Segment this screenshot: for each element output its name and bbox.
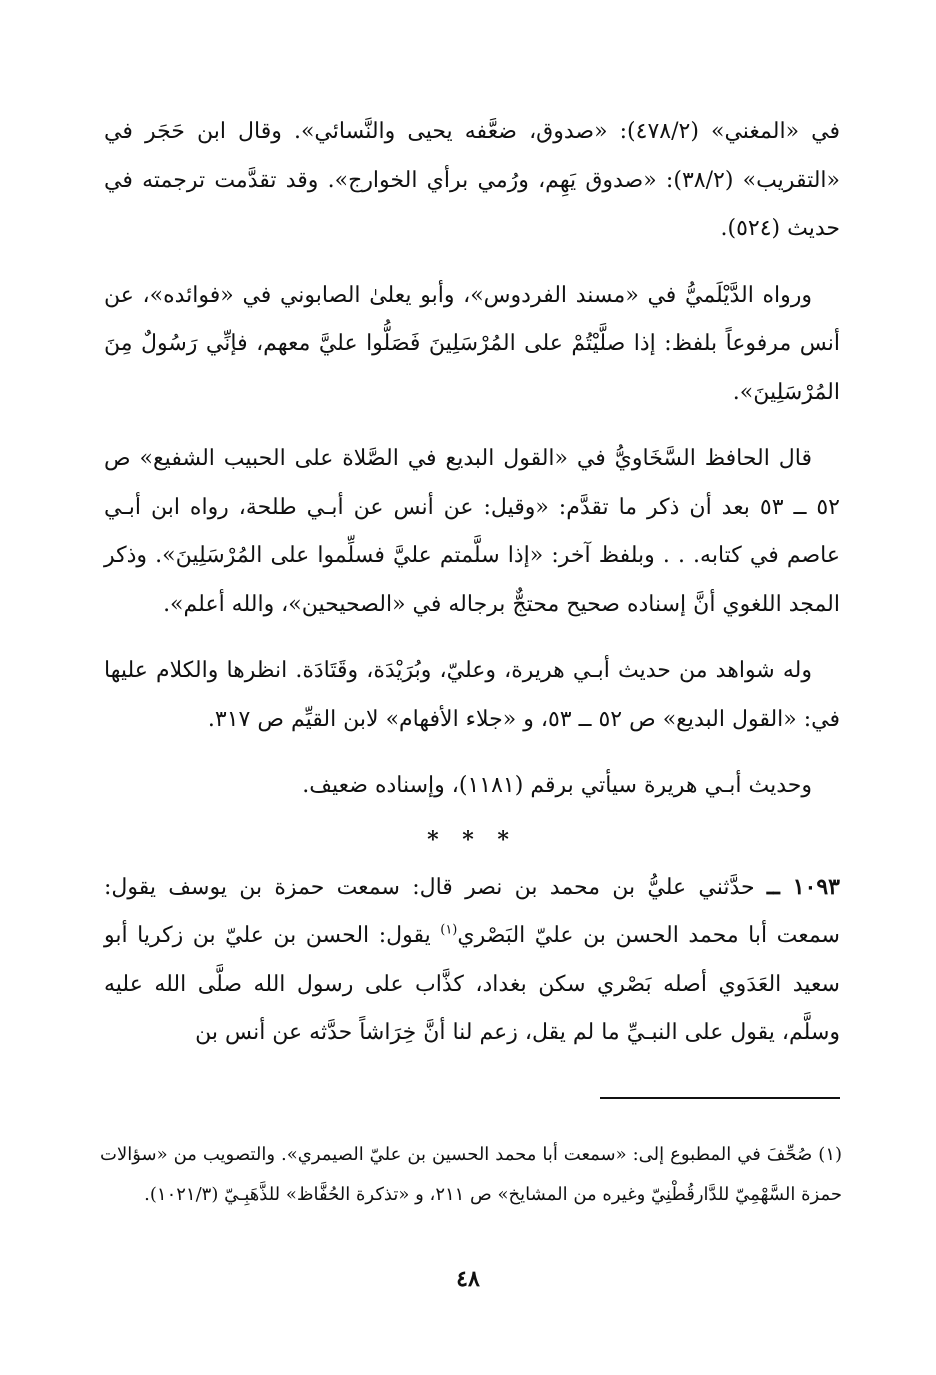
footnote-divider	[600, 1097, 840, 1099]
paragraph-4: وله شواهد من حديث أبـي هريرة، وعليّ، وبُرَيْدَة، وقَتَادَة. انظرها والكلام عليها في: «القول البديع» ص ٥٢ ــ ٥٣، و «جلاء الأفهام» لابن القيِّم ص ٣١٧.	[104, 658, 840, 732]
hadith-paragraph	[104, 863, 840, 1058]
hadith-number: ١٠٩٣ ــ	[766, 873, 840, 900]
hadith-text-end: يقول: الحسن بن عليّ بن زكريا أبو سعيد العَدَوي أصله بَصْري سكن بغداد، كذَّاب على رسول الله صلَّى الله عليه وسلَّم، يقول على النبـيِّ ما لم يقل، زعم لنا أنَّ خِرَاشاً حدَّثه عن أنس بن	[104, 923, 840, 1045]
hadith-text-start: حدَّثني عليُّ بن محمد بن نصر قال: سمعت حمزة بن يوسف يقول: سمعت أبا محمد الحسن بن عليّ البَصْري	[104, 874, 840, 948]
page-body	[104, 108, 840, 1076]
footnote: (١) صُحِّفَ في المطبوع إلى: «سمعت أبا محمد الحسين بن عليّ الصيمري». والتصويب من «سؤالات حمزة السَّهْمِيّ للدَّارقُطْنِيّ وغيره من المشايخ» ص ٢١١، و «تذكرة الحُفَّاظ» للذَّهَبِـيّ (١٠٢١/٣).	[100, 1144, 843, 1205]
paragraph-2: ورواه الدَّيْلَميُّ في «مسند الفردوس»، وأبو يعلىٰ الصابوني في «فوائده»، عن أنس مرفوعاً بلفظ: إذا صلَّيْتُمْ على المُرْسَلِينَ فَصَلُّوا عليَّ معهم، فإنِّي رَسُولٌ مِنَ المُرْسَلِينَ».	[104, 282, 840, 405]
footnote-reference[interactable]: (١)	[440, 922, 458, 938]
section-separator: * * *	[427, 826, 517, 853]
paragraph-3: قال الحافظ السَّخَاويُّ في «القول البديع في الصَّلاة على الحبيب الشفيع» ص ٥٢ ــ ٥٣ بعد أن ذكر ما تقدَّم: «وقيل: عن أنس عن أبـي طلحة، رواه ابن أبـي عاصم في كتابه. . . وبلفظ آخر: «إذا سلَّمتم عليَّ فسلِّموا على المُرْسَلِينَ». وذكر المجد اللغوي أنَّ إسناده صحيح محتجٌّ برجاله في «الصحيحين»، والله أعلم».	[104, 446, 840, 617]
page-number: ٤٨	[456, 1266, 480, 1292]
paragraph-5: وحديث أبـي هريرة سيأتي برقم (١١٨١)، وإسناده ضعيف.	[302, 773, 812, 798]
paragraph-1: في «المغني» (٤٧٨/٢): «صدوق، ضعَّفه يحيى والنَّسائي». وقال ابن حَجَر في «التقريب» (٣٨/٢): «صدوق يَهِم، ورُمي برأي الخوارج». وقد تقدَّمت ترجمته في حديث (٥٢٤).	[104, 119, 840, 241]
